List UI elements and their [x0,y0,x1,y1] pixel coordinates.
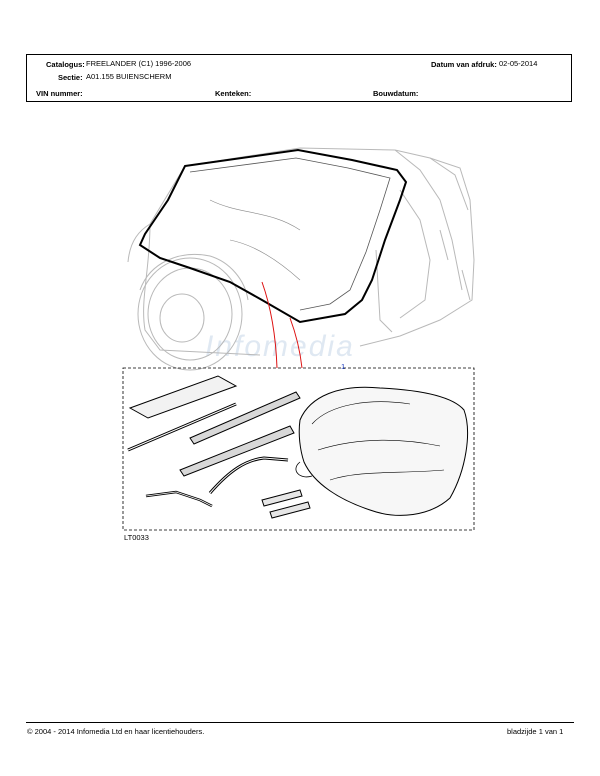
footer-divider [26,722,574,723]
wheel-outline [138,254,248,370]
catalogue-label: Catalogus: [46,60,85,69]
section-label: Sectie: [58,73,83,82]
build-date-label: Bouwdatum: [373,89,419,98]
print-date-label: Datum van afdruk: [431,60,497,69]
car-outline [128,148,474,355]
footer-page: bladzijde 1 van 1 [507,727,564,736]
vin-label: VIN nummer: [36,89,83,98]
watermark: Infomedia [205,330,355,363]
catalogue-value: FREELANDER (C1) 1996-2006 [86,59,192,68]
print-date-value: 02-05-2014 [499,59,538,68]
parts-group [128,376,468,518]
figure-code: LT0033 [124,533,149,542]
plate-label: Kenteken: [215,89,252,98]
tonneau-cover-fitted [140,150,406,322]
callout-number: 1 [341,362,346,371]
callout-line-right [290,318,302,368]
section-value: A01.155 BUIENSCHERM [86,72,172,81]
footer-copyright: © 2004 - 2014 Infomedia Ltd en haar licentiehouders. [27,727,205,736]
callout-line-left [262,282,277,368]
